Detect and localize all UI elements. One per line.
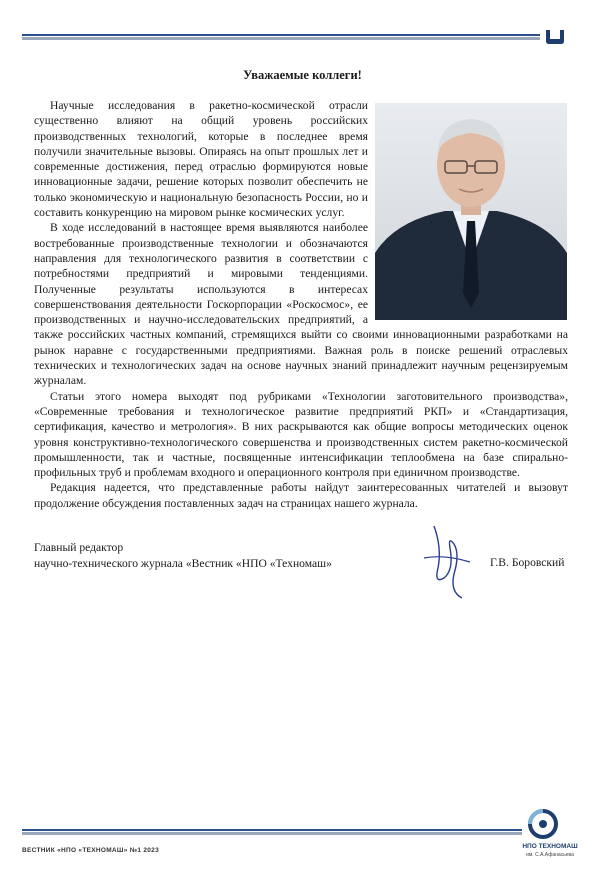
header-rule bbox=[22, 34, 540, 40]
signature-role bbox=[34, 540, 332, 572]
signature-role-line1: Главный редактор bbox=[34, 541, 124, 554]
paragraph: Редакция надеется, что представленные работы найдут заинтересованных читателей и вызовут продолжение обсуждения поставленных задач на страницах нашего журнала. bbox=[34, 481, 568, 510]
logo-name: НПО ТЕХНОМАШ bbox=[522, 843, 578, 850]
corner-bracket-icon bbox=[544, 28, 566, 46]
tehnomash-logo-icon bbox=[527, 808, 559, 840]
paragraph: В ходе исследований в настоящее время выявляются наиболее востребованные производственные технологии и обозначаются направления для технологического развития в соответствии с потребностями предприятий и мировыми тенденциями. Полученные результаты используются в интересах совершенствования деятельности Госкорпорации «Роскосмос», ее производственных и научно-исследовательских предприятий, а также российских частных компаний, стремящихся выйти со своими инновационными разработками на рынок наравне с государственными предприятиями. Важная роль в поиске решений отраслевых технических и технологических задач на основе научных знаний принадлежит научным рецензируемым журналам. bbox=[34, 221, 568, 388]
paragraph: Научные исследования в ракетно-космической отрасли существенно влияют на общий уровень российских производственных технологий, которые в последнее время получили значительные вызовы. Опираясь на опыт прошлых лет и современные достижения, перед отраслью формируются новые инновационные задачи, решение которых позволит обеспечить не только экономическую и национальную безопасность России, но и составить конкуренцию на мировом рынке космических услуг. bbox=[34, 99, 368, 220]
footer-rule bbox=[22, 829, 522, 835]
signer-name: Г.В. Боровский bbox=[490, 556, 565, 569]
paragraph: Статьи этого номера выходят под рубриками «Технологии заготовительного производства», «Современные требования и технологическое развитие предприятий РКП» и «Стандартизация, сертификация, качество и метрология». В них раскрываются как общие вопросы методических оценок уровня конструктивно-технологического совершенства и производственных систем ракетно-космической промышленности, так и частные, посвященные интенсификации теплообмена на базе спирально-профильных труб и проблемам входного и операционного контроля при единичном производстве. bbox=[34, 389, 568, 480]
logo-subtitle: им. С.А.Афанасьева bbox=[526, 852, 574, 858]
handwritten-signature bbox=[420, 518, 480, 603]
letter-body bbox=[34, 98, 568, 511]
footer-journal-title: ВЕСТНИК «НПО «ТЕХНОМАШ» №1 2023 bbox=[22, 847, 160, 854]
signature-role-line2: научно-технического журнала «Вестник «НПО «Техномаш» bbox=[34, 557, 332, 570]
page-title: Уважаемые коллеги! bbox=[243, 68, 362, 82]
